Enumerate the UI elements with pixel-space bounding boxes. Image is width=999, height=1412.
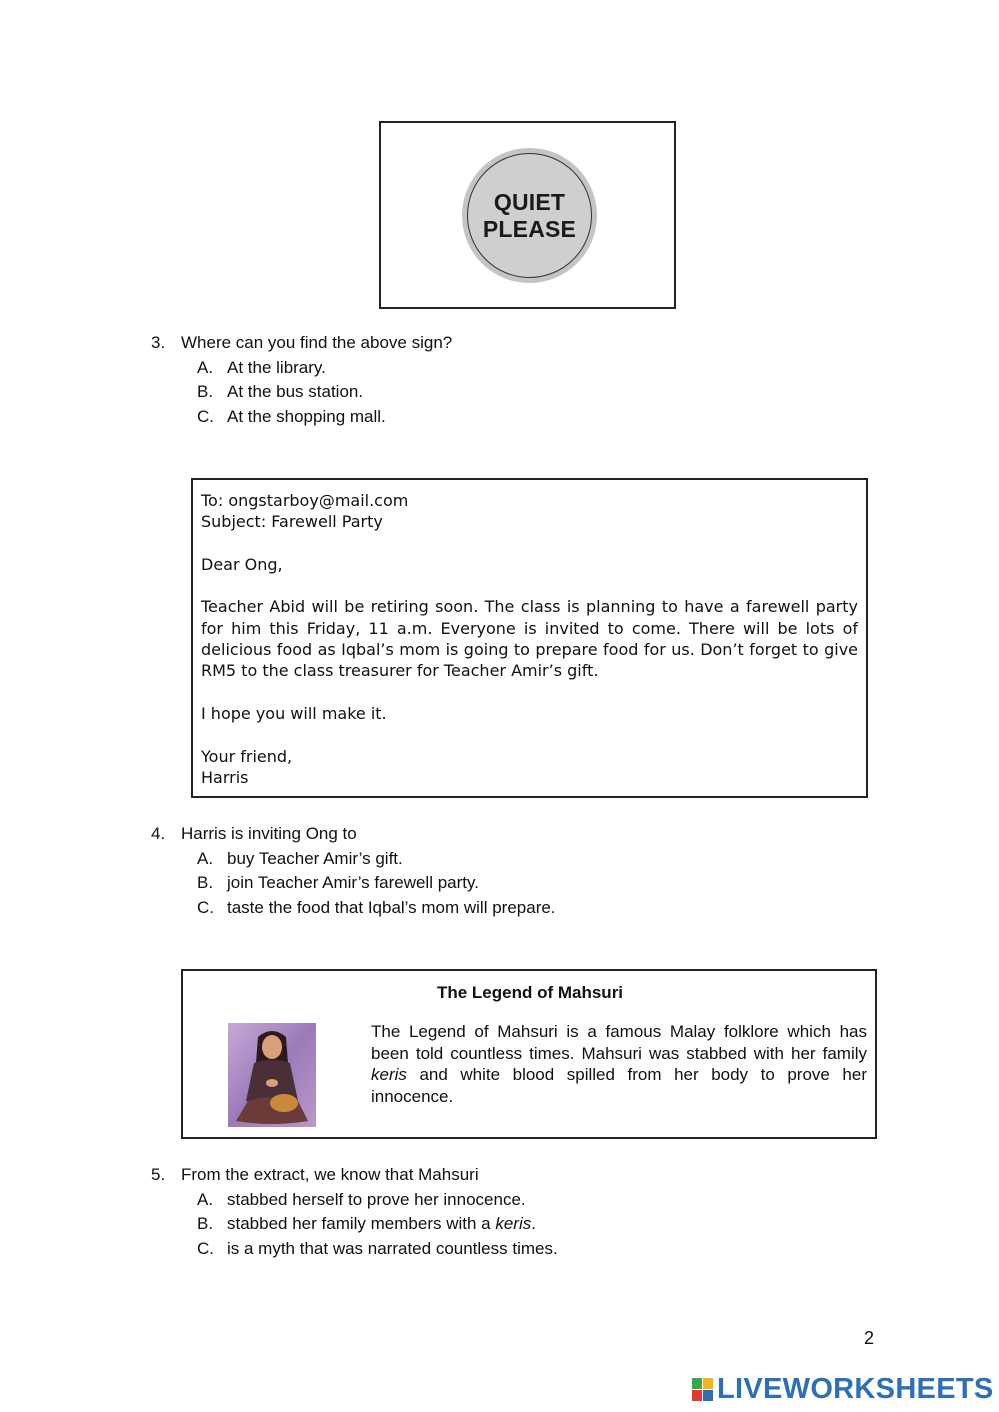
question-stem: Where can you find the above sign? [181,333,453,352]
option-c[interactable] [197,1237,558,1262]
option-text: stabbed herself to prove her innocence. [227,1189,526,1209]
email-subject: Subject: Farewell Party [201,512,383,532]
email-passage [191,478,868,798]
option-letter: A. [197,1189,214,1209]
logo-text: LIVEWORKSHEETS [717,1373,994,1405]
option-letter: C. [197,406,214,426]
option-a[interactable] [197,1188,558,1213]
option-letter: B. [197,1214,214,1233]
legend-passage [181,969,877,1139]
legend-title: The Legend of Mahsuri [436,983,624,1002]
email-signoff: Your friend, [201,746,293,766]
option-b[interactable] [197,380,452,405]
sign-line-2: PLEASE [482,215,577,242]
option-letter: A. [197,357,214,377]
option-text: stabbed her family members with a keris. [227,1214,536,1233]
option-c[interactable] [197,405,452,430]
email-closing-line: I hope you will make it. [201,703,387,723]
question-number: 5. [151,1165,166,1184]
option-a[interactable] [197,356,452,381]
option-letter: C. [197,1238,214,1258]
question-5 [151,1163,558,1261]
question-4 [151,822,556,920]
option-text: is a myth that was narrated countless times. [227,1238,558,1258]
option-letter: A. [197,848,214,868]
question-stem: Harris is inviting Ong to [181,824,357,843]
option-text: taste the food that Iqbal’s mom will prepare. [227,897,556,917]
question-3 [151,331,452,429]
quiet-sign-frame [379,121,676,309]
option-b[interactable] [197,871,556,896]
quiet-sign-badge [462,148,597,283]
option-text: join Teacher Amir’s farewell party. [227,873,479,892]
legend-text: The Legend of Mahsuri is a famous Malay folklore which has been told countless times. Mahsuri was stabbed with her family keris and white blood spilled from her body to prove her innocence. [371,1022,867,1106]
option-a[interactable] [197,847,556,872]
sign-line-1: QUIET [493,188,566,215]
option-text: buy Teacher Amir’s gift. [227,848,403,868]
option-letter: B. [197,873,214,892]
question-number: 4. [151,824,166,843]
mahsuri-portrait-image [228,1023,316,1127]
option-text: At the bus station. [227,382,364,401]
question-number: 3. [151,333,166,352]
liveworksheets-blocks-icon [692,1378,714,1402]
email-body: Teacher Abid will be retiring soon. The class is planning to have a farewell party for him this Friday, 11 a.m. Everyone is invited to come. There will be lots of delicious food as Iqbal’s mom is going to prepare food for us. Don’t forget to give RM5 to the class treasurer for Teacher Amir’s gift. [201,597,858,681]
email-greeting: Dear Ong, [201,554,283,574]
option-b[interactable] [197,1212,558,1237]
page-number: 2 [864,1328,875,1348]
email-to: To: ongstarboy@mail.com [201,491,409,510]
option-text: At the shopping mall. [227,406,386,426]
option-letter: C. [197,897,214,917]
option-letter: B. [197,382,214,401]
email-sender: Harris [201,767,249,787]
liveworksheets-logo[interactable] [692,1373,994,1406]
quiet-sign-circle [467,153,592,278]
option-c[interactable] [197,896,556,921]
question-stem: From the extract, we know that Mahsuri [181,1165,479,1184]
option-text: At the library. [227,357,326,377]
